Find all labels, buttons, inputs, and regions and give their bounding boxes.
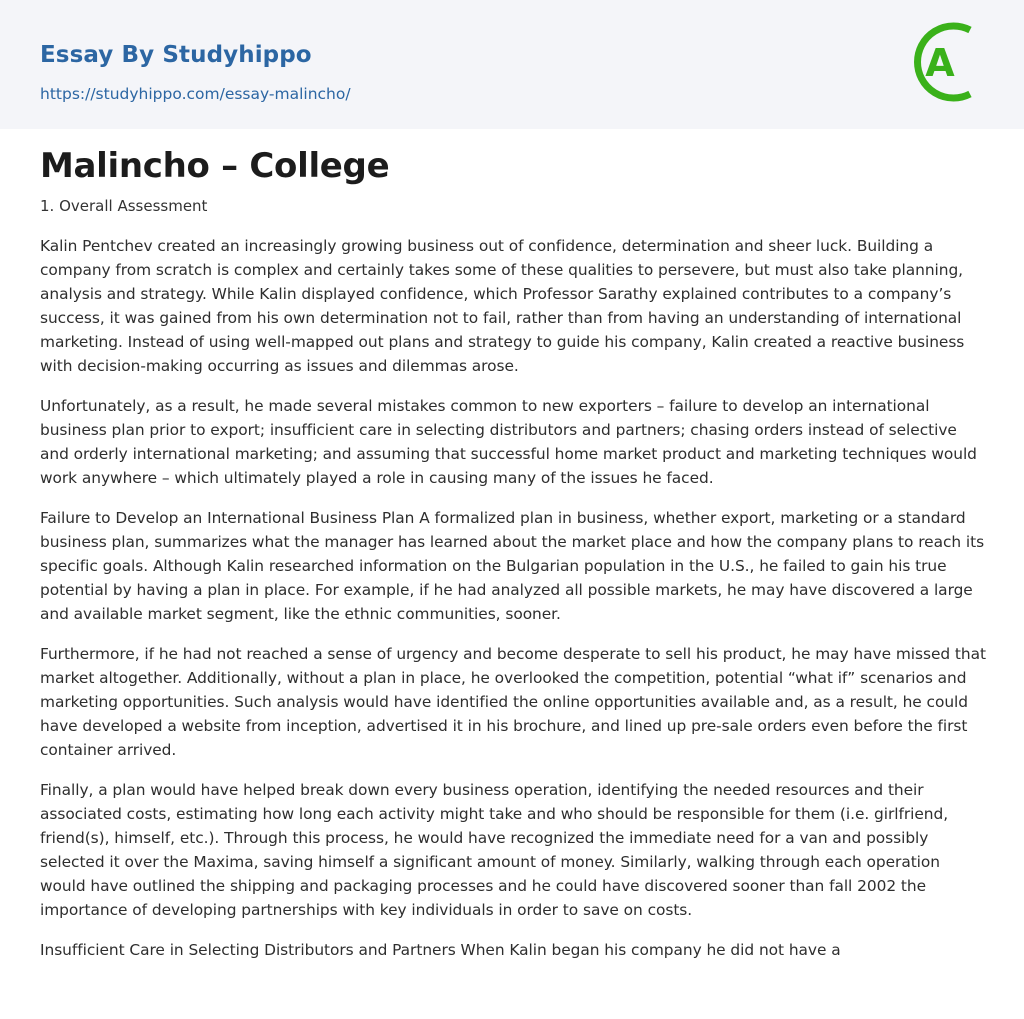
- essay-paragraph: Kalin Pentchev created an increasingly growing business out of confidence, determination and sheer luck. Building a company from scratch is complex and certainly takes some of these qualities to persevere, but must also take planning, analysis and strategy. While Kalin displayed confidence, which Professor Sarathy explained contributes to a company’s success, it was gained from his own determination not to fail, rather than from having an understanding of international marketing. Instead of using well-mapped out plans and strategy to guide his company, Kalin created a reactive business with decision-making occurring as issues and dilemmas arose.: [40, 237, 965, 375]
- essay-url-link[interactable]: https://studyhippo.com/essay-malincho/: [40, 85, 351, 103]
- site-title[interactable]: Essay By Studyhippo: [40, 42, 312, 68]
- section-subheading: 1. Overall Assessment: [40, 197, 208, 215]
- logo-letter: A: [925, 41, 955, 85]
- studyhippo-logo-icon[interactable]: [910, 18, 988, 106]
- essay-paragraph: Furthermore, if he had not reached a sense of urgency and become desperate to sell his product, he may have missed that market altogether. Additionally, without a plan in place, he overlooked the competition, potential “what if” scenarios and marketing opportunities. Such analysis would have identified the online opportunities available and, as a result, he could have developed a website from inception, advertised it in his brochure, and lined up pre-sale orders even before the first container arrived.: [40, 645, 986, 759]
- page-title: Malincho – College: [40, 146, 390, 186]
- essay-paragraph: Insufficient Care in Selecting Distributors and Partners When Kalin began his company he did not have a: [40, 941, 841, 959]
- essay-paragraph: Unfortunately, as a result, he made several mistakes common to new exporters – failure to develop an international business plan prior to export; insufficient care in selecting distributors and partners; chasing orders instead of selective and orderly international marketing; and assuming that successful home market product and marketing techniques would work anywhere – which ultimately played a role in causing many of the issues he faced.: [40, 397, 977, 487]
- essay-body: [40, 234, 986, 978]
- essay-paragraph: Failure to Develop an International Business Plan A formalized plan in business, whether export, marketing or a standard business plan, summarizes what the manager has learned about the market place and how the company plans to reach its specific goals. Although Kalin researched information on the Bulgarian population in the U.S., he failed to gain his true potential by having a plan in place. For example, if he had analyzed all possible markets, he may have discovered a large and available market segment, like the ethnic communities, sooner.: [40, 509, 985, 623]
- essay-paragraph: Finally, a plan would have helped break down every business operation, identifying the needed resources and their associated costs, estimating how long each activity might take and who should be responsible for them (i.e. girlfriend, friend(s), himself, etc.). Through this process, he would have recognized the immediate need for a van and possibly selected it over the Maxima, saving himself a significant amount of money. Similarly, walking through each operation would have outlined the shipping and packaging processes and he could have discovered sooner than fall 2002 the importance of developing partnerships with key individuals in order to save on costs.: [40, 781, 949, 919]
